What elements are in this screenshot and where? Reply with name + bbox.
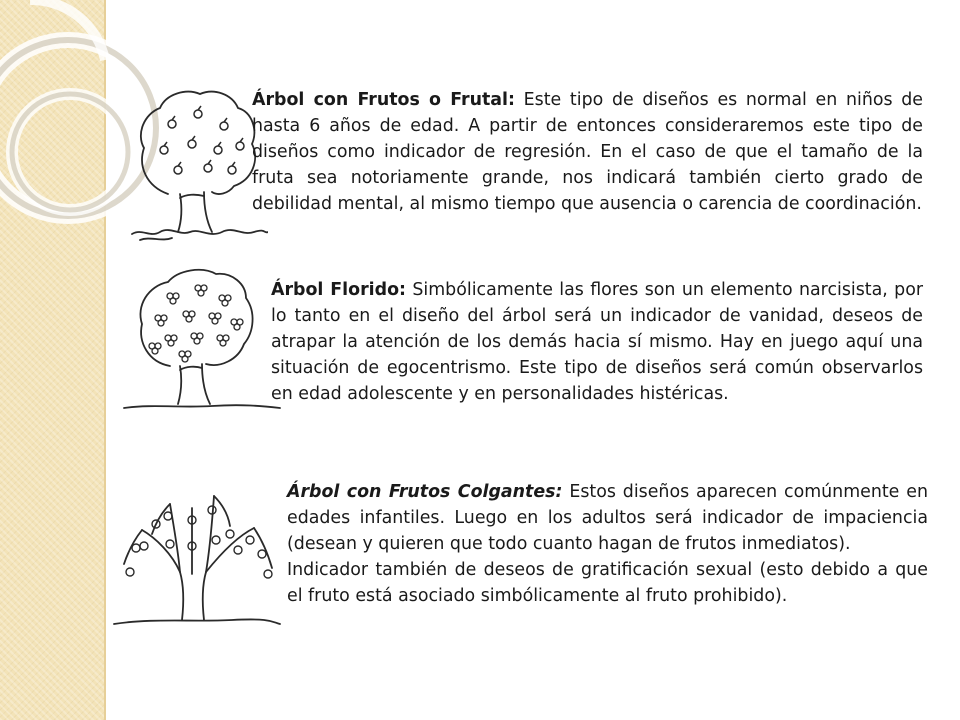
section-hanging-fruit-tree (287, 479, 928, 609)
section-flowering-tree-title: Árbol Florido: (271, 280, 406, 300)
section-flowering-tree-body: Simbólicamente las flores son un elemento narcisista, por lo tanto en el diseño del árbol será un indicador de vanidad, deseos de atrapar la atención de los demás hacia sí mismo. Hay en juego aquí una situación de egocentrismo. Este tipo de diseños será común observarlos en edad adolescente y en personalidades histéricas. (271, 280, 924, 404)
fruit-tree-drawing (128, 86, 268, 244)
section-fruit-tree-title: Árbol con Frutos o Frutal: (252, 90, 515, 110)
section-fruit-tree-body: Este tipo de diseños es normal en niños de hasta 6 años de edad. A partir de entonces consideraremos este tipo de diseños como indicador de regresión. En el caso de que el tamaño de la fruta sea notoriamente grande, nos indicará también cierto grado de debilidad mental, al mismo tiempo que ausencia o carencia de coordinación. (252, 90, 923, 214)
section-hanging-fruit-tree-title: Árbol con Frutos Colgantes: (287, 482, 563, 502)
hanging-fruit-tree-drawing (112, 488, 282, 630)
section-hanging-fruit-tree-body: Estos diseños aparecen comúnmente en edades infantiles. Luego en los adultos será indicador de impaciencia (desean y quieren que todo cuanto hagan de frutos inmediatos). (287, 482, 928, 554)
section-hanging-fruit-tree-body-2: Indicador también de deseos de gratificación sexual (esto debido a que el fruto está asociado simbólicamente al fruto prohibido). (287, 560, 928, 606)
section-fruit-tree (252, 87, 923, 217)
flowering-tree-drawing (122, 266, 282, 416)
section-flowering-tree (271, 277, 923, 407)
